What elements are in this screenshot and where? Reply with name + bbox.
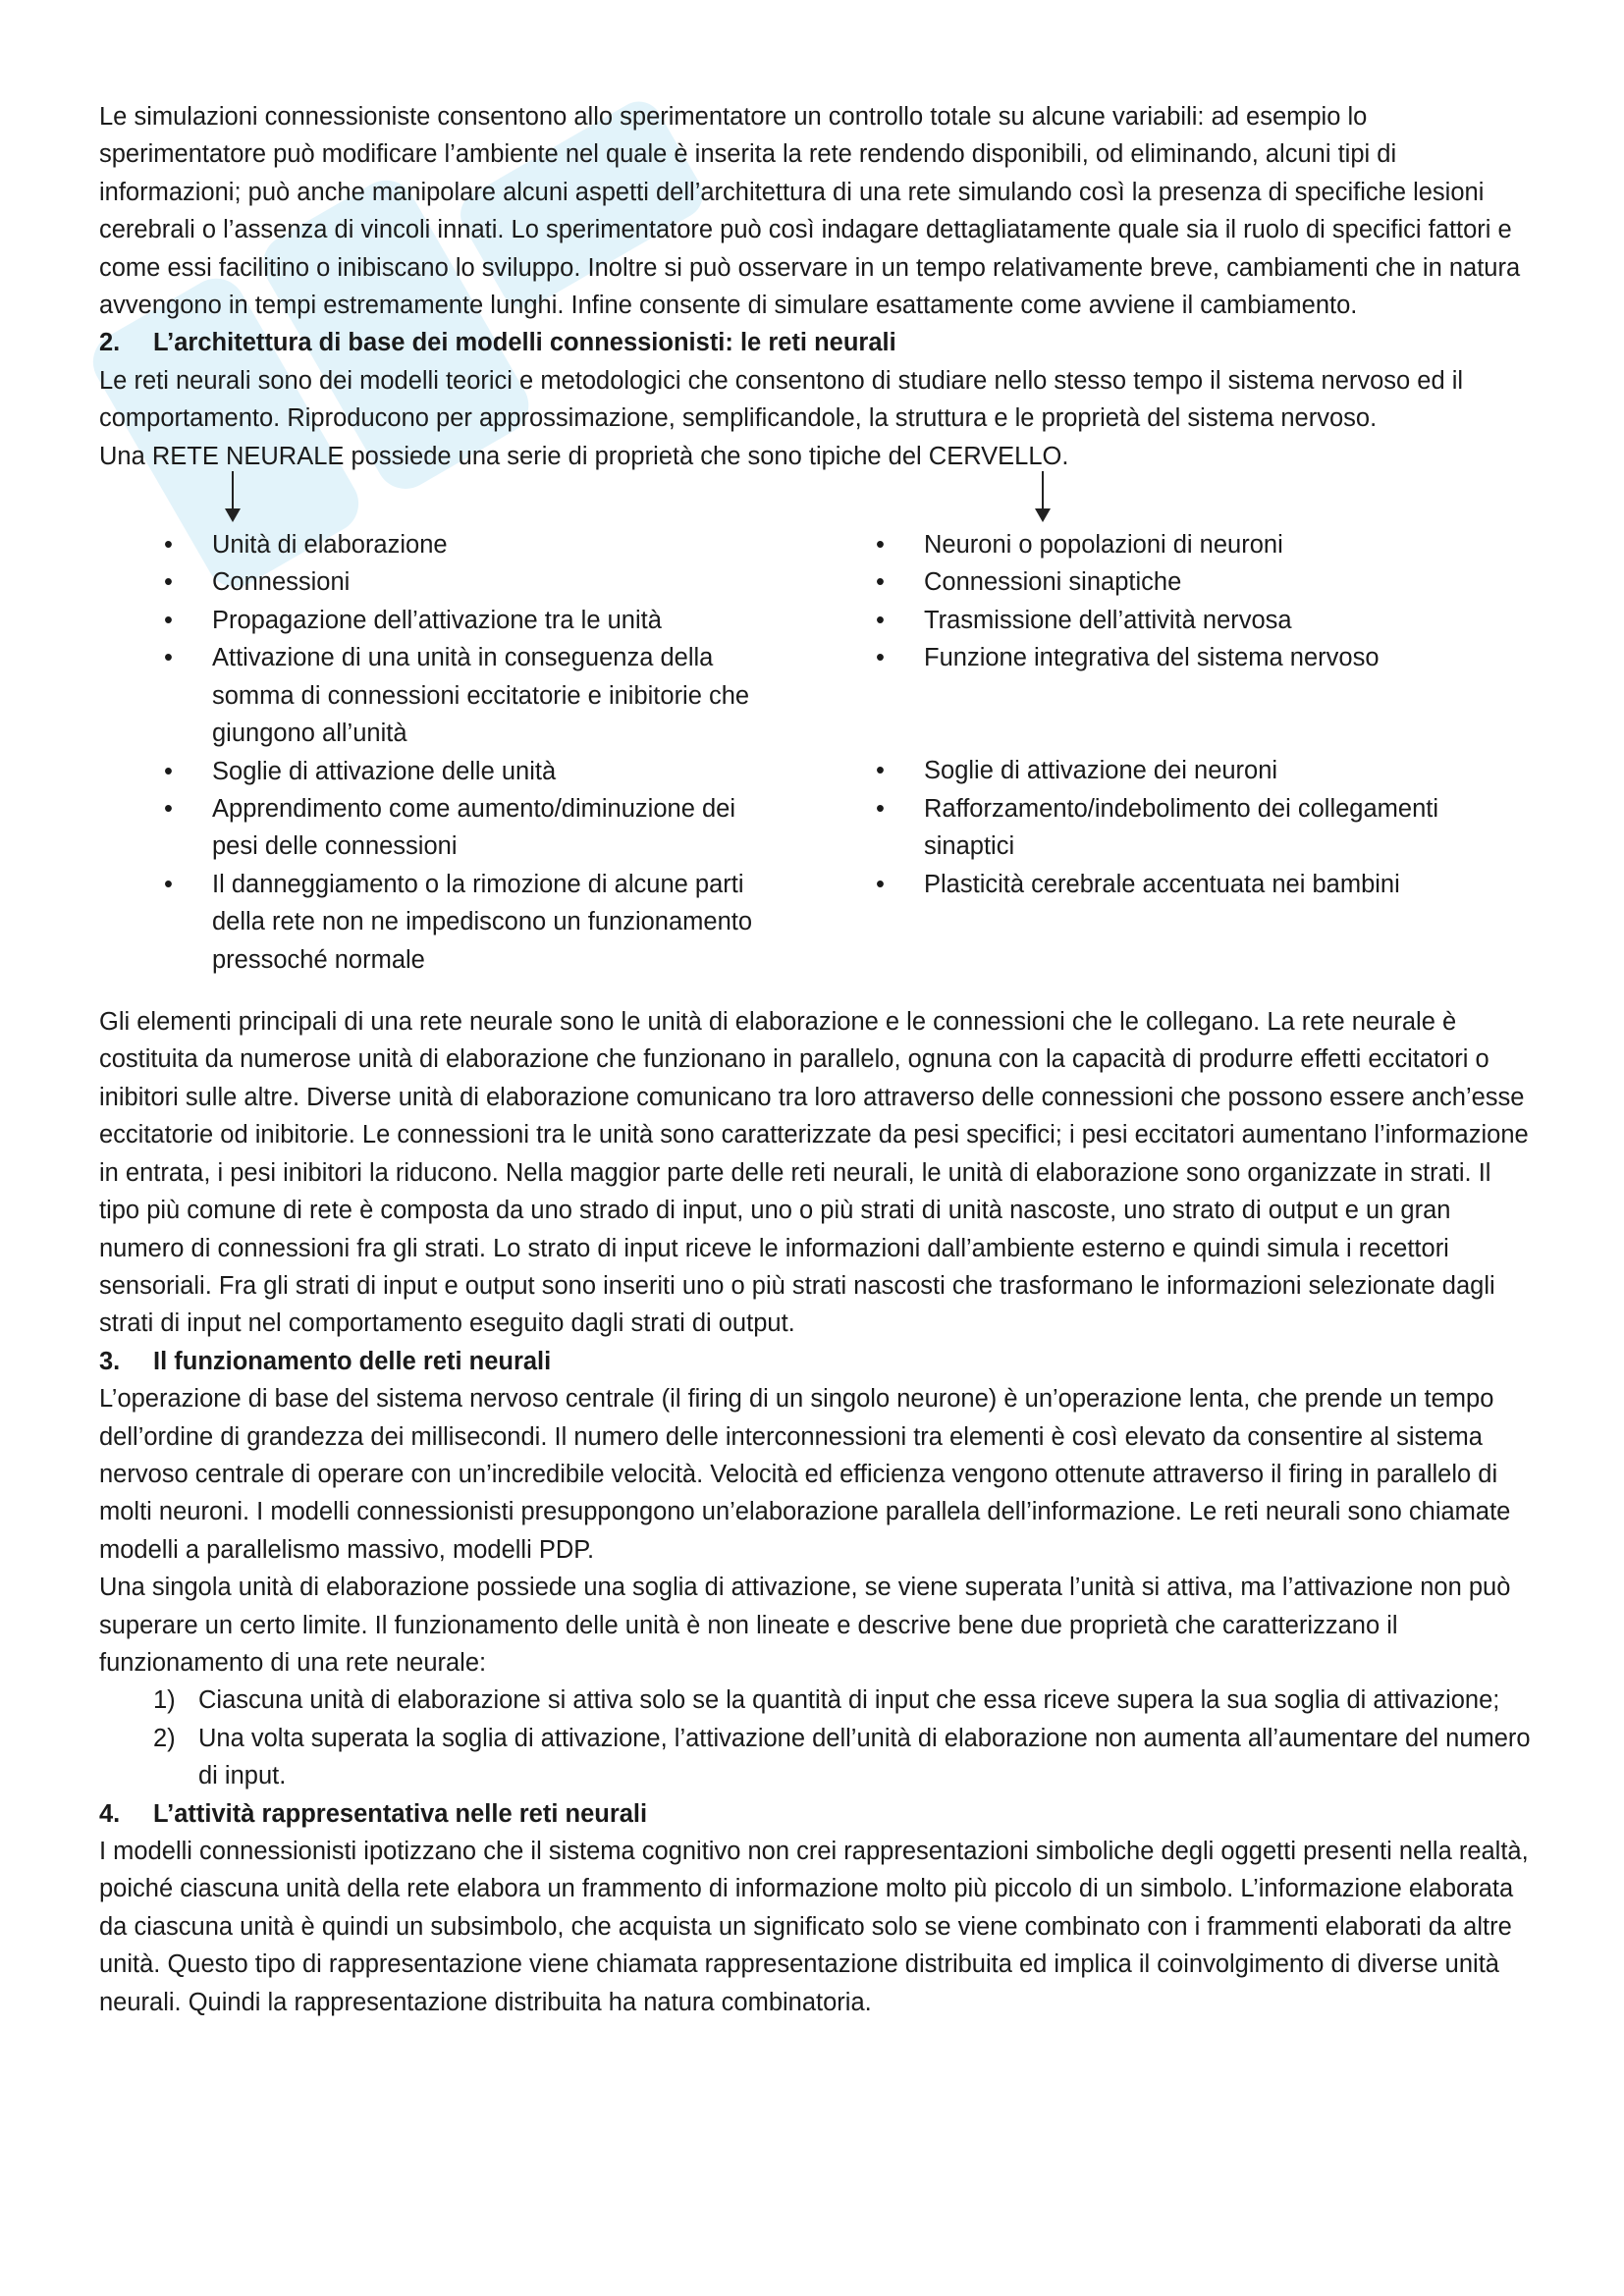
list-item: • Trasmissione dell’attività nervosa	[811, 602, 1533, 639]
list-marker: 2)	[153, 1724, 176, 1752]
list-item: • Funzione integrativa del sistema nervoso	[811, 639, 1533, 676]
list-item: • Propagazione dell’attivazione tra le unità	[99, 602, 777, 639]
list-item	[99, 1682, 1533, 1719]
list-item	[99, 1720, 1533, 1795]
section-4-title: L’attività rappresentativa nelle reti neurali	[153, 1799, 648, 1828]
comparison-arrows	[99, 475, 1533, 526]
list-item: • Soglie di attivazione delle unità	[99, 753, 777, 790]
arrow-down-icon	[232, 471, 234, 510]
brain-properties-list	[811, 526, 1533, 903]
section-2-heading	[99, 324, 1533, 361]
section-2-number: 2.	[99, 329, 121, 357]
list-marker: 1)	[153, 1686, 176, 1715]
section-2-paragraph-2: Una RETE NEURALE possiede una serie di proprietà che sono tipiche del CERVELLO.	[99, 442, 1069, 470]
list-item: • Plasticità cerebrale accentuata nei bambini	[811, 866, 1533, 903]
section-2-title: L’architettura di base dei modelli connessionisti: le reti neurali	[153, 329, 896, 357]
list-item: • Unità di elaborazione	[99, 526, 777, 563]
list-item-text: Ciascuna unità di elaborazione si attiva solo se la quantità di input che essa riceve supera la sua soglia di attivazione;	[198, 1686, 1500, 1715]
section-3-paragraph-1: L’operazione di base del sistema nervoso centrale (il firing di un singolo neurone) è un’operazione lenta, che prende un tempo dell’ordine di grandezza dei millisecondi. Il numero delle interconnessioni tra elementi è così elevato da consentire al sistema nervoso centrale di operare con un’incredibile velocità. Velocità ed efficienza vengono ottenute attraverso il firing in parallelo di molti neuroni. I modelli connessionisti presuppongono un’elaborazione parallela dell’informazione. Le reti neurali sono chiamate modelli a parallelismo massivo, modelli PDP.	[99, 1385, 1511, 1564]
list-item: • Apprendimento come aumento/diminuzione dei pesi delle connessioni	[99, 790, 777, 866]
section-4-number: 4.	[99, 1799, 121, 1828]
section-3-paragraph-2: Una singola unità di elaborazione possiede una soglia di attivazione, se viene superata l’unità si attiva, ma l’attivazione non può superare un certo limite. Il funzionamento delle unità è non lineate e descrive bene due proprietà che caratterizzano il funzionamento di una rete neurale:	[99, 1574, 1511, 1677]
section-4-paragraph-1: I modelli connessionisti ipotizzano che il sistema cognitivo non crei rappresentazioni simboliche degli oggetti presenti nella realtà, poiché ciascuna unità della rete elabora un frammento di informazione molto più piccolo di un simbolo. L’informazione elaborata da ciascuna unità è quindi un subsimbolo, che acquista un significato solo se viene combinato con i frammenti elaborati da altre unità. Questo tipo di rappresentazione viene chiamata rappresentazione distribuita ed implica il coinvolgimento di diverse unità neurali. Quindi la rappresentazione distribuita ha natura combinatoria.	[99, 1838, 1529, 2016]
section-2-paragraph-3: Gli elementi principali di una rete neurale sono le unità di elaborazione e le connessioni che le collegano. La rete neurale è costituita da numerose unità di elaborazione che funzionano in parallelo, ognuna con la capacità di produrre effetti eccitatori o inibitori sulle altre. Diverse unità di elaborazione comunicano tra loro attraverso delle connessioni che possono essere anch’esse eccitatorie od inibitorie. Le connessioni tra le unità sono caratterizzate da pesi specifici; i pesi eccitatori aumentano l’informazione in entrata, i pesi inibitori la riducono. Nella maggior parte delle reti neurali, le unità di elaborazione sono organizzate in strati. Il tipo più comune di rete è composta da uno strado di input, uno o più strati di unità nascoste, uno strato di output e un gran numero di connessioni fra gli strati. Lo strato di input riceve le informazioni dall’ambiente esterno e quindi simula i recettori sensoriali. Fra gli strati di input e output sono inseriti uno o più strati nascosti che trasformano le informazioni selezionate dagli strati di input nel comportamento eseguito dagli strati di output.	[99, 1008, 1529, 1338]
list-item: • Il danneggiamento o la rimozione di alcune parti della rete non ne impediscono un funzionamento pressoché normale	[99, 866, 777, 979]
threshold-properties-list	[99, 1682, 1533, 1794]
document-page	[99, 98, 1533, 2021]
list-item-text: Una volta superata la soglia di attivazione, l’attivazione dell’unità di elaborazione non aumenta all’aumentare del numero di input.	[198, 1724, 1531, 1790]
list-item: • Soglie di attivazione dei neuroni	[811, 752, 1533, 789]
list-item: • Rafforzamento/indebolimento dei collegamenti sinaptici	[811, 790, 1533, 866]
arrow-down-icon	[1042, 471, 1044, 510]
section-4-heading	[99, 1795, 1533, 1833]
intro-paragraph: Le simulazioni connessioniste consentono allo sperimentatore un controllo totale su alcune variabili: ad esempio lo sperimentatore può modificare l’ambiente nel quale è inserita la rete rendendo disponibili, od eliminando, alcuni tipi di informazioni; può anche manipolare alcuni aspetti dell’architettura di una rete simulando così la presenza di specifiche lesioni cerebrali o l’assenza di vincoli innati. Lo sperimentatore può così indagare dettagliatamente quale sia il ruolo di specifici fattori e come essi facilitino o inibiscano lo sviluppo. Inoltre si può osservare in un tempo relativamente breve, cambiamenti che in natura avvengono in tempi estremamente lunghi. Infine consente di simulare esattamente come avviene il cambiamento.	[99, 103, 1521, 320]
section-3-title: Il funzionamento delle reti neurali	[153, 1347, 552, 1375]
list-item: • Neuroni o popolazioni di neuroni	[811, 526, 1533, 563]
neural-network-properties-list	[99, 526, 777, 979]
section-3-heading	[99, 1343, 1533, 1380]
section-2-paragraph-1: Le reti neurali sono dei modelli teorici e metodologici che consentono di studiare nello stesso tempo il sistema nervoso ed il comportamento. Riproducono per approssimazione, semplificandole, la struttura e le proprietà del sistema nervoso.	[99, 366, 1464, 433]
list-item: • Connessioni	[99, 563, 777, 601]
section-3-number: 3.	[99, 1347, 121, 1375]
list-item: • Connessioni sinaptiche	[811, 563, 1533, 601]
comparison-columns	[99, 526, 1533, 982]
list-item: • Attivazione di una unità in conseguenza della somma di connessioni eccitatorie e inibitorie che giungono all’unità	[99, 639, 777, 752]
